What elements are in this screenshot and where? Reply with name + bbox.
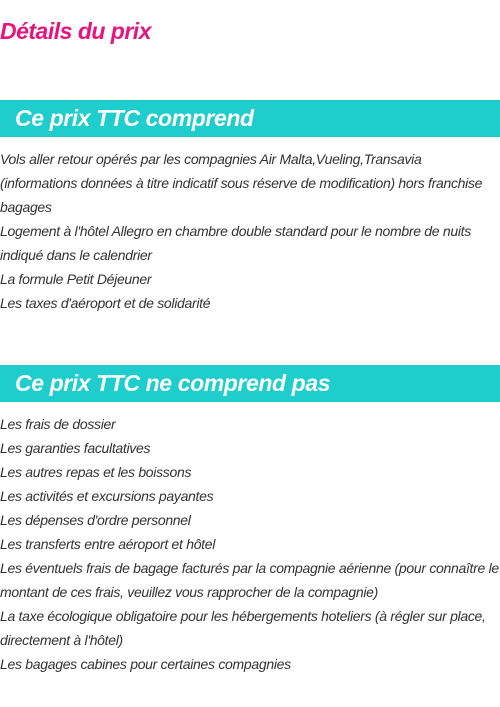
excluded-item-activities: Les activités et excursions payantes: [0, 488, 214, 504]
excluded-item-cabin-bags: Les bagages cabines pour certaines compagnies: [0, 656, 291, 672]
excluded-item-booking-fees: Les frais de dossier: [0, 416, 116, 432]
included-item-hotel: Logement à l'hôtel Allegro en chambre double standard pour le nombre de nuits indiqué dans le calendrier: [0, 223, 471, 263]
included-item-breakfast: La formule Petit Déjeuner: [0, 271, 152, 287]
page-title: Détails du prix: [0, 18, 151, 44]
excluded-item-insurance: Les garanties facultatives: [0, 440, 151, 456]
excluded-item-personal-expenses: Les dépenses d'ordre personnel: [0, 512, 191, 528]
excluded-item-eco-tax: La taxe écologique obligatoire pour les hébergements hoteliers (à régler sur place, directement à l'hôtel): [0, 608, 486, 648]
excluded-item-transfers: Les transferts entre aéroport et hôtel: [0, 536, 216, 552]
excluded-list: [0, 412, 500, 676]
included-item-flights: Vols aller retour opérés par les compagnies Air Malta,Vueling,Transavia (informations données à titre indicatif sous réserve de modification) hors franchise bagages: [0, 151, 483, 215]
included-list: [0, 147, 500, 315]
excluded-section-header: Ce prix TTC ne comprend pas: [0, 365, 500, 402]
included-item-taxes: Les taxes d'aéroport et de solidarité: [0, 295, 211, 311]
excluded-item-meals-drinks: Les autres repas et les boissons: [0, 464, 192, 480]
excluded-item-baggage-fees: Les éventuels frais de bagage facturés par la compagnie aérienne (pour connaître le montant de ces frais, veuillez vous rapprocher de la compagnie): [0, 560, 499, 600]
included-section-header: Ce prix TTC comprend: [0, 100, 500, 137]
